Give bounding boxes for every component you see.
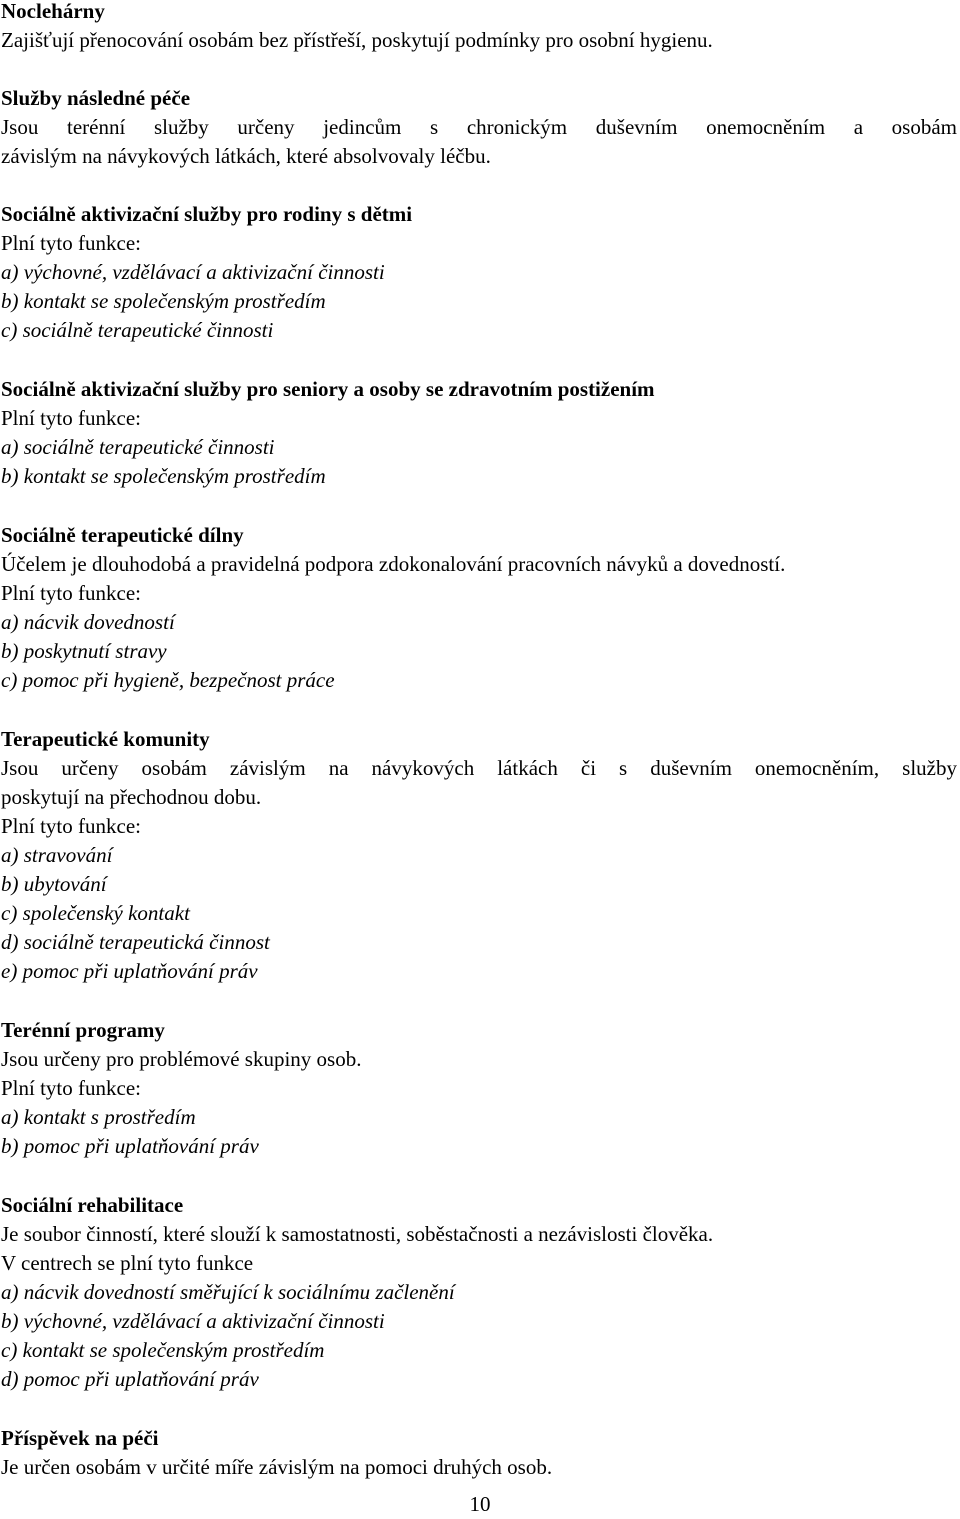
- list-item: c) společenský kontakt: [1, 901, 190, 925]
- list-item: b) kontakt se společenským prostředím: [1, 289, 326, 313]
- section-heading: Terénní programy: [1, 1018, 165, 1042]
- list-item: b) ubytování: [1, 872, 107, 896]
- section-heading: Sociálně aktivizační služby pro rodiny s dětmi: [1, 202, 413, 226]
- paragraph-line: Zajišťují přenocování osobám bez přístřeší, poskytují podmínky pro osobní hygienu.: [1, 28, 713, 52]
- list-item: b) kontakt se společenským prostředím: [1, 464, 326, 488]
- section-heading: Sociálně aktivizační služby pro seniory a osoby se zdravotním postižením: [1, 377, 655, 401]
- paragraph-line: poskytují na přechodnou dobu.: [1, 785, 262, 809]
- section-heading: Terapeutické komunity: [1, 727, 210, 751]
- list-item: c) sociálně terapeutické činnosti: [1, 318, 274, 342]
- function-intro: Plní tyto funkce:: [1, 406, 141, 430]
- list-item: a) sociálně terapeutické činnosti: [1, 435, 275, 459]
- function-intro: Plní tyto funkce:: [1, 814, 141, 838]
- function-intro: Plní tyto funkce:: [1, 231, 141, 255]
- section-heading: Služby následné péče: [1, 86, 191, 110]
- paragraph-line: závislým na návykových látkách, které absolvovaly léčbu.: [1, 144, 491, 168]
- paragraph-line: Jsou terénní služby určeny jedincům s chronickým duševním onemocněním a osobám: [1, 115, 957, 139]
- paragraph-line: Je určen osobám v určité míře závislým na pomoci druhých osob.: [1, 1455, 553, 1479]
- list-item: b) pomoc při uplatňování práv: [1, 1134, 259, 1158]
- section-heading: Sociální rehabilitace: [1, 1193, 184, 1217]
- function-intro: Plní tyto funkce:: [1, 1076, 141, 1100]
- list-item: a) nácvik dovedností směřující k sociálnímu začlenění: [1, 1280, 455, 1304]
- page-number: 10: [469, 1492, 491, 1516]
- paragraph-line: Jsou určeny pro problémové skupiny osob.: [1, 1047, 362, 1071]
- paragraph-line: Jsou určeny osobám závislým na návykových látkách či s duševním onemocněním, služby: [1, 756, 957, 780]
- section-heading: Noclehárny: [1, 0, 105, 23]
- list-item: b) výchovné, vzdělávací a aktivizační činnosti: [1, 1309, 385, 1333]
- function-intro: V centrech se plní tyto funkce: [1, 1251, 254, 1275]
- section-heading: Sociálně terapeutické dílny: [1, 523, 244, 547]
- paragraph-line: Účelem je dlouhodobá a pravidelná podpora zdokonalování pracovních návyků a dovedností.: [1, 552, 786, 576]
- list-item: d) sociálně terapeutická činnost: [1, 930, 270, 954]
- list-item: b) poskytnutí stravy: [1, 639, 167, 663]
- section-heading: Příspěvek na péči: [1, 1426, 159, 1450]
- list-item: c) pomoc při hygieně, bezpečnost práce: [1, 668, 335, 692]
- list-item: a) nácvik dovedností: [1, 610, 175, 634]
- list-item: e) pomoc při uplatňování práv: [1, 959, 258, 983]
- list-item: a) kontakt s prostředím: [1, 1105, 196, 1129]
- list-item: a) výchovné, vzdělávací a aktivizační činnosti: [1, 260, 385, 284]
- list-item: d) pomoc při uplatňování práv: [1, 1367, 259, 1391]
- list-item: c) kontakt se společenským prostředím: [1, 1338, 325, 1362]
- function-intro: Plní tyto funkce:: [1, 581, 141, 605]
- paragraph-line: Je soubor činností, které slouží k samostatnosti, soběstačnosti a nezávislosti člověka.: [1, 1222, 714, 1246]
- list-item: a) stravování: [1, 843, 113, 867]
